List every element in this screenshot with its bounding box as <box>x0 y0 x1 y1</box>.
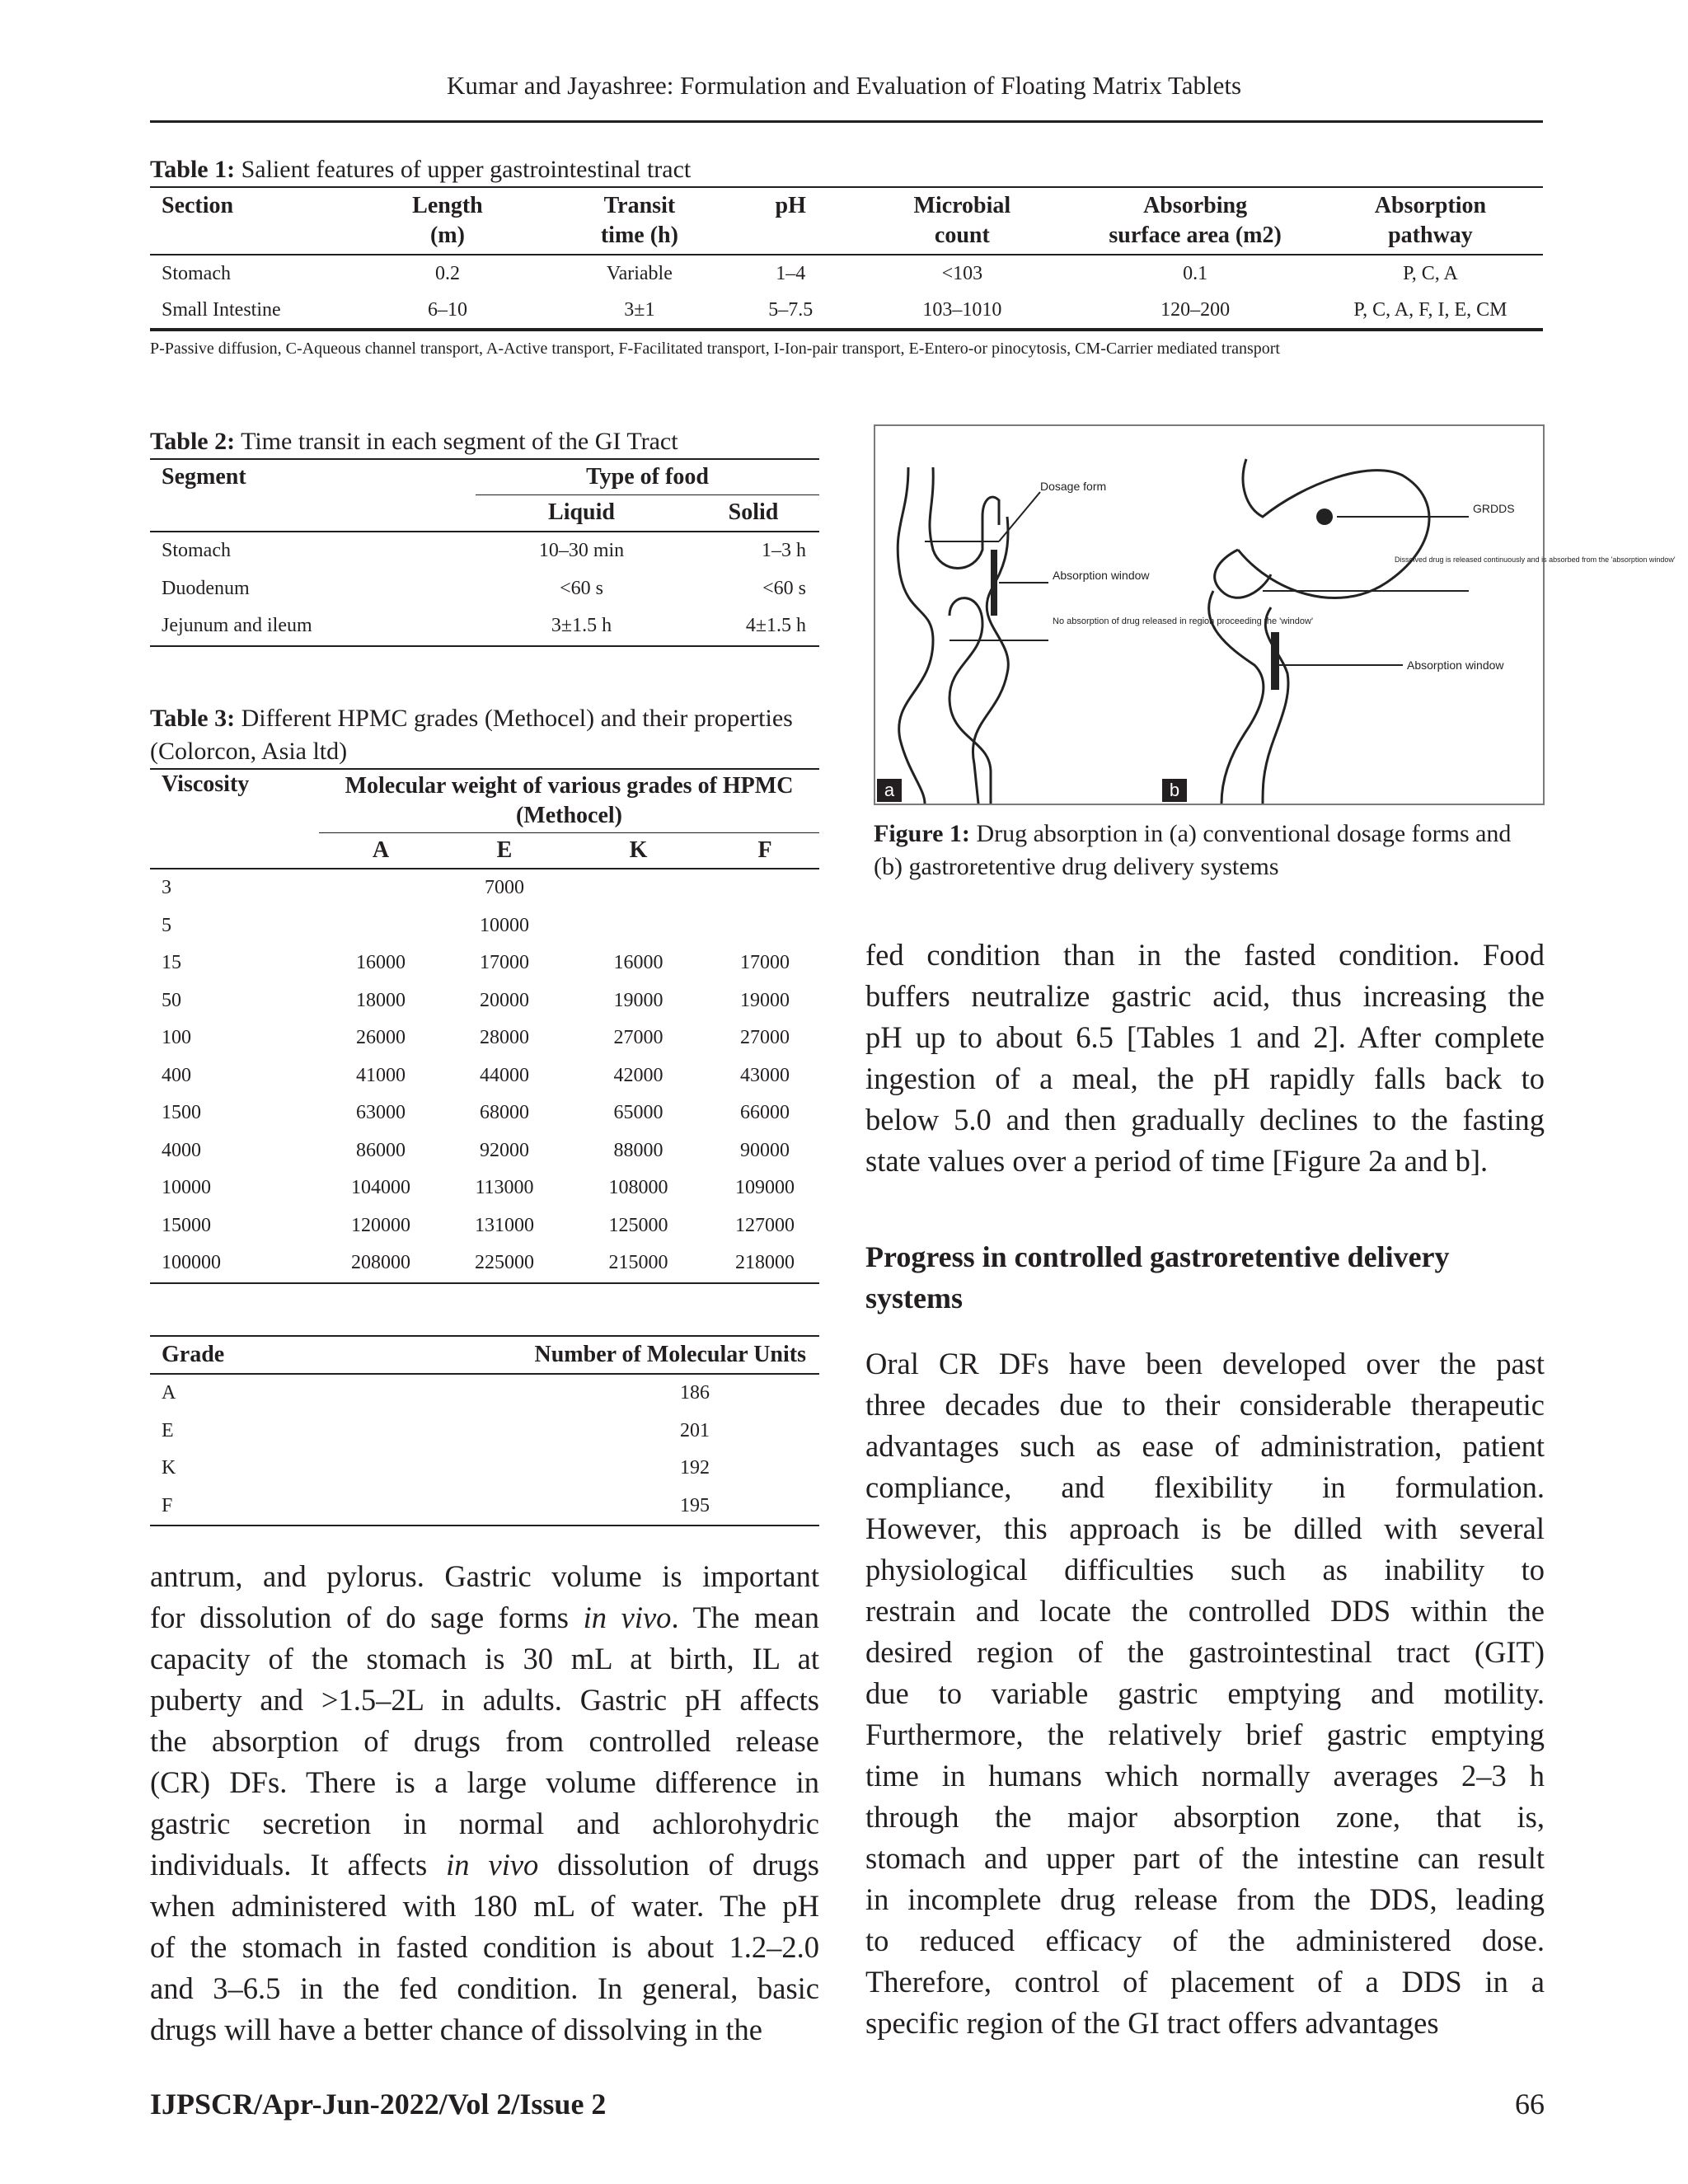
table-cell: 1500 <box>162 1102 201 1124</box>
table-cell: 10–30 min <box>538 540 625 562</box>
text-line: fed condition than in the fasted condition. Food <box>865 938 1545 972</box>
table-1-footnote: P-Passive diffusion, C-Aqueous channel transport, A-Active transport, F-Facilitated transport, I-Ion-pair transport, E-Entero-or pinocytosis, CM-Carrier mediated transport <box>150 330 1543 359</box>
table-cell: 15000 <box>162 1214 211 1236</box>
panel-label-b: b <box>1162 779 1187 802</box>
table-3-header-grade: F <box>757 837 772 863</box>
table-cell: 27000 <box>740 1027 790 1049</box>
table-cell: 15 <box>162 952 181 974</box>
table-cell: 3±1.5 h <box>551 615 612 637</box>
figure-1-drawing <box>875 426 1676 804</box>
right-body-text-2 <box>865 1343 1545 2044</box>
table-row <box>150 1207 819 1245</box>
table-row <box>150 1169 819 1207</box>
text-line: restrain and locate the controlled DDS within the <box>865 1594 1545 1628</box>
table-3-header-viscosity: Viscosity <box>162 771 250 797</box>
text-line: Therefore, control of placement of a DDS in a <box>865 1965 1545 1999</box>
table-1-header-line: Absorption <box>1374 193 1487 218</box>
table-cell: 50 <box>162 989 181 1011</box>
table-cell: 88000 <box>613 1139 663 1161</box>
table-cell: 10000 <box>162 1177 211 1199</box>
table-cell: 108000 <box>608 1177 668 1199</box>
table-1-header-line: pH <box>775 193 806 218</box>
text-line: pH up to about 6.5 [Tables 1 and 2]. After complete <box>865 1020 1545 1054</box>
table-cell: 5 <box>162 914 171 936</box>
table-cell: 3 <box>162 877 171 899</box>
table-cell <box>319 869 443 907</box>
text-line: when administered with 180 mL of water. The pH <box>150 1889 819 1923</box>
leader-dosage-form <box>999 492 1040 541</box>
text-line: advantages such as ease of administration, patient <box>865 1429 1545 1463</box>
table-cell: 44000 <box>480 1064 529 1086</box>
table-cell <box>319 907 443 945</box>
text-line: Furthermore, the relatively brief gastric emptying <box>865 1718 1545 1751</box>
table-cell: F <box>162 1494 173 1516</box>
label-dissolved-drug: Dissolved drug is released continuously and is absorbed from the 'absorption window' <box>1395 555 1676 564</box>
text-line: compliance, and flexibility in formulation. <box>865 1470 1545 1504</box>
right-body-text-1 <box>865 935 1545 1182</box>
table-cell: 120–200 <box>1160 298 1231 321</box>
intestine-tube-a-outer <box>898 467 933 804</box>
text-line: in incomplete drug release from the DDS, leading <box>865 1882 1545 1916</box>
table-cell: 1–4 <box>776 262 806 284</box>
table-3-header-grade: E <box>496 837 513 863</box>
table-cell: Stomach <box>162 540 231 562</box>
table-cell: 10000 <box>480 914 529 936</box>
table-cell: 127000 <box>735 1214 795 1236</box>
table-cell: 100000 <box>162 1252 221 1274</box>
section-heading <box>865 1236 1545 1319</box>
text-line: due to variable gastric emptying and motility. <box>865 1676 1545 1710</box>
label-grdds: GRDDS <box>1473 502 1515 515</box>
table-cell: Duodenum <box>162 577 250 599</box>
table-row <box>150 1413 819 1451</box>
text-line: physiological difficulties such as inability to <box>865 1553 1545 1586</box>
table-cell: P, C, A, F, I, E, CM <box>1353 298 1507 321</box>
table-cell: <60 s <box>560 577 603 599</box>
table-cell: <103 <box>941 262 983 284</box>
table-cell: 186 <box>680 1382 710 1404</box>
stomach-outline-b <box>1238 459 1429 598</box>
table-1-header-cell <box>729 187 851 255</box>
panel-label-a: a <box>877 779 902 802</box>
table-row <box>150 869 819 907</box>
table-row <box>150 532 819 570</box>
label-absorption-window-a: Absorption window <box>1053 569 1150 582</box>
table-1-header-line: surface area (m2) <box>1109 223 1282 248</box>
table-1-header-line: Section <box>162 193 234 218</box>
table-cell <box>566 907 710 945</box>
table-cell: 26000 <box>356 1027 406 1049</box>
table-cell: <60 s <box>762 577 806 599</box>
table-cell: 131000 <box>475 1214 534 1236</box>
table-cell: 90000 <box>740 1139 790 1161</box>
table-cell: 0.1 <box>1183 262 1208 284</box>
text-line: puberty and >1.5–2L in adults. Gastric pH affects <box>150 1683 819 1717</box>
table-row <box>150 944 819 982</box>
text-line: antrum, and pylorus. Gastric volume is important <box>150 1559 819 1593</box>
text-line: of the stomach in fasted condition is about 1.2–2.0 <box>150 1930 819 1964</box>
label-absorption-window-b: Absorption window <box>1407 658 1504 672</box>
table-cell: 7000 <box>485 877 524 899</box>
table-cell: 6–10 <box>427 298 467 321</box>
table-cell: 86000 <box>356 1139 406 1161</box>
table-row <box>150 607 819 646</box>
table-3-grid <box>150 768 819 1284</box>
table-cell: 16000 <box>613 952 663 974</box>
table-cell: 208000 <box>351 1252 410 1274</box>
table-row <box>150 1244 819 1283</box>
text-line: below 5.0 and then gradually declines to the fasting <box>865 1103 1545 1137</box>
running-header: Kumar and Jayashree: Formulation and Evaluation of Floating Matrix Tablets <box>446 71 1242 100</box>
table-row <box>150 1132 819 1170</box>
table-1-header-cell <box>150 187 345 255</box>
absorption-window-a <box>991 550 997 616</box>
table-cell: 192 <box>680 1457 710 1479</box>
text-line: However, this approach is be dilled with several <box>865 1511 1545 1545</box>
table-cell: 125000 <box>608 1214 668 1236</box>
header-rule <box>150 120 1543 123</box>
table-1-header-line: time (h) <box>600 223 678 248</box>
table-cell: 17000 <box>740 952 790 974</box>
table-row <box>150 982 819 1020</box>
table-1-header-cell <box>550 187 729 255</box>
table-cell: 41000 <box>356 1064 406 1086</box>
table-2 <box>150 425 819 647</box>
table-cell: 0.2 <box>434 262 460 284</box>
table-1 <box>150 153 1543 359</box>
table-3-caption: Table 3: Different HPMC grades (Methocel) and their properties (Colorcon, Asia ltd) <box>150 705 793 765</box>
table-2-grid <box>150 458 819 647</box>
table-cell: 113000 <box>475 1177 534 1199</box>
text-line: for dissolution of do sage forms in vivo. The mean <box>150 1601 819 1634</box>
table-row <box>150 255 1543 292</box>
table-cell: 103–1010 <box>922 298 1002 321</box>
text-line: gastric secretion in normal and achlorohydric <box>150 1807 819 1840</box>
table-row <box>150 1374 819 1413</box>
table-row <box>150 1019 819 1057</box>
table-cell <box>566 869 710 907</box>
table-cell: 27000 <box>613 1027 663 1049</box>
table-4-header-grade: Grade <box>162 1342 225 1367</box>
table-cell: 4000 <box>162 1139 201 1161</box>
table-row <box>150 1094 819 1132</box>
text-line: specific region of the GI tract offers advantages <box>865 2006 1439 2040</box>
table-cell: 1–3 h <box>762 540 806 562</box>
table-cell <box>710 907 819 945</box>
text-line: to reduced efficacy of the administered dose. <box>865 1924 1545 1957</box>
text-line: state values over a period of time [Figure 2a and b]. <box>865 1144 1489 1178</box>
table-1-header-cell <box>345 187 550 255</box>
table-4-grid <box>150 1335 819 1526</box>
left-body-text <box>150 1556 819 2050</box>
table-cell: Jejunum and ileum <box>162 615 312 637</box>
table-cell: 66000 <box>740 1102 790 1124</box>
table-cell: A <box>162 1382 176 1404</box>
table-3-header-spacer <box>150 833 319 869</box>
text-line: capacity of the stomach is 30 mL at birth, IL at <box>150 1642 819 1675</box>
table-cell: 225000 <box>475 1252 534 1274</box>
table-2-caption: Table 2: Time transit in each segment of the GI Tract <box>150 428 678 455</box>
table-3 <box>150 702 819 1284</box>
table-cell: 5–7.5 <box>768 298 814 321</box>
table-1-grid <box>150 186 1543 330</box>
footer-journal: IJPSCR/Apr-Jun-2022/Vol 2/Issue 2 <box>150 2088 607 2121</box>
table-cell: 16000 <box>356 952 406 974</box>
intestine-tube-a-inner <box>930 467 999 569</box>
text-line: three decades due to their considerable therapeutic <box>865 1388 1545 1422</box>
table-cell: Stomach <box>162 262 231 284</box>
table-3-header-grade: A <box>372 837 390 863</box>
table-cell: 109000 <box>735 1177 795 1199</box>
text-line: stomach and upper part of the intestine can result <box>865 1841 1545 1875</box>
table-4-header-units: Number of Molecular Units <box>534 1342 806 1367</box>
table-cell: 120000 <box>351 1214 410 1236</box>
text-line: time in humans which normally averages 2–3 h <box>865 1759 1545 1793</box>
table-cell: 3±1 <box>624 298 655 321</box>
table-cell: 68000 <box>480 1102 529 1124</box>
absorption-window-b <box>1271 632 1279 690</box>
table-cell: P, C, A <box>1403 262 1458 284</box>
table-cell: 43000 <box>740 1064 790 1086</box>
text-line: individuals. It affects in vivo dissolution of drugs <box>150 1848 819 1882</box>
table-cell: 218000 <box>735 1252 795 1274</box>
table-cell: 100 <box>162 1027 191 1049</box>
table-cell: K <box>162 1457 176 1479</box>
table-cell: 65000 <box>613 1102 663 1124</box>
table-2-header-solid: Solid <box>728 499 779 526</box>
table-1-header-line: (m) <box>429 223 465 248</box>
table-row <box>150 1057 819 1095</box>
text-line: ingestion of a meal, the pH rapidly falls back to <box>865 1062 1545 1095</box>
label-dosage-form: Dosage form <box>1040 480 1107 493</box>
table-1-header-line: Microbial <box>913 193 1011 218</box>
table-1-header-line: count <box>934 223 990 248</box>
table-1-header-line: Transit <box>603 193 676 218</box>
table-row <box>150 1488 819 1526</box>
intestine-tube-a-lower <box>950 598 991 804</box>
heading-line: Progress in controlled gastroretentive delivery <box>865 1240 1450 1273</box>
table-cell: 400 <box>162 1064 191 1086</box>
table-1-header-line: Length <box>412 193 483 218</box>
table-cell: 104000 <box>351 1177 410 1199</box>
table-3-header-molecular-weight: Molecular weight of various grades of HPMC (Methocel) <box>319 769 819 833</box>
figure-1-caption: Figure 1: Drug absorption in (a) conventional dosage forms and (b) gastroretentive drug delivery systems <box>874 820 1512 880</box>
table-cell: 17000 <box>480 952 529 974</box>
table-1-header-cell <box>1072 187 1318 255</box>
table-row <box>150 907 819 945</box>
text-line: Oral CR DFs have been developed over the past <box>865 1347 1545 1380</box>
table-cell: E <box>162 1419 174 1441</box>
table-cell: Variable <box>606 262 673 284</box>
figure-1 <box>874 424 1676 805</box>
table-row <box>150 570 819 608</box>
table-1-header-cell <box>1318 187 1543 255</box>
table-cell: 42000 <box>613 1064 663 1086</box>
table-cell: 63000 <box>356 1102 406 1124</box>
footer-page-number: 66 <box>1515 2088 1545 2121</box>
table-cell: Small Intestine <box>162 298 281 321</box>
text-line: (CR) DFs. There is a large volume difference in <box>150 1765 819 1799</box>
table-cell: 20000 <box>480 989 529 1011</box>
table-2-header-segment: Segment <box>162 464 246 490</box>
table-cell: 201 <box>680 1419 710 1441</box>
table-1-header-cell <box>851 187 1072 255</box>
table-cell <box>710 869 819 907</box>
table-cell: 19000 <box>740 989 790 1011</box>
text-line: the absorption of drugs from controlled release <box>150 1724 819 1758</box>
text-line: buffers neutralize gastric acid, thus increasing the <box>865 979 1545 1013</box>
table-1-header-line: Absorbing <box>1143 193 1248 218</box>
table-1-header-line: pathway <box>1388 223 1473 248</box>
table-row <box>150 1450 819 1488</box>
table-4 <box>150 1335 819 1526</box>
text-line: drugs will have a better chance of dissolving in the <box>150 2013 762 2046</box>
table-1-caption: Table 1: Salient features of upper gastrointestinal tract <box>150 156 692 183</box>
table-cell: 18000 <box>356 989 406 1011</box>
table-cell: 215000 <box>608 1252 668 1274</box>
table-2-header-liquid: Liquid <box>548 499 615 526</box>
text-line: desired region of the gastrointestinal tract (GIT) <box>865 1635 1545 1669</box>
table-row <box>150 292 1543 329</box>
table-cell: 28000 <box>480 1027 529 1049</box>
table-cell: 19000 <box>613 989 663 1011</box>
table-3-header-grade: K <box>629 837 648 863</box>
table-cell: 195 <box>680 1494 710 1516</box>
label-no-absorption: No absorption of drug released in region proceeding the 'window' <box>1053 616 1314 626</box>
heading-line: systems <box>865 1282 963 1315</box>
table-cell: 4±1.5 h <box>745 615 806 637</box>
text-line: through the major absorption zone, that is, <box>865 1800 1545 1834</box>
text-line: and 3–6.5 in the fed condition. In general, basic <box>150 1971 819 2005</box>
table-cell: 92000 <box>480 1139 529 1161</box>
grdds-tablet <box>1316 509 1333 525</box>
table-2-header-type-of-food: Type of food <box>476 459 819 494</box>
